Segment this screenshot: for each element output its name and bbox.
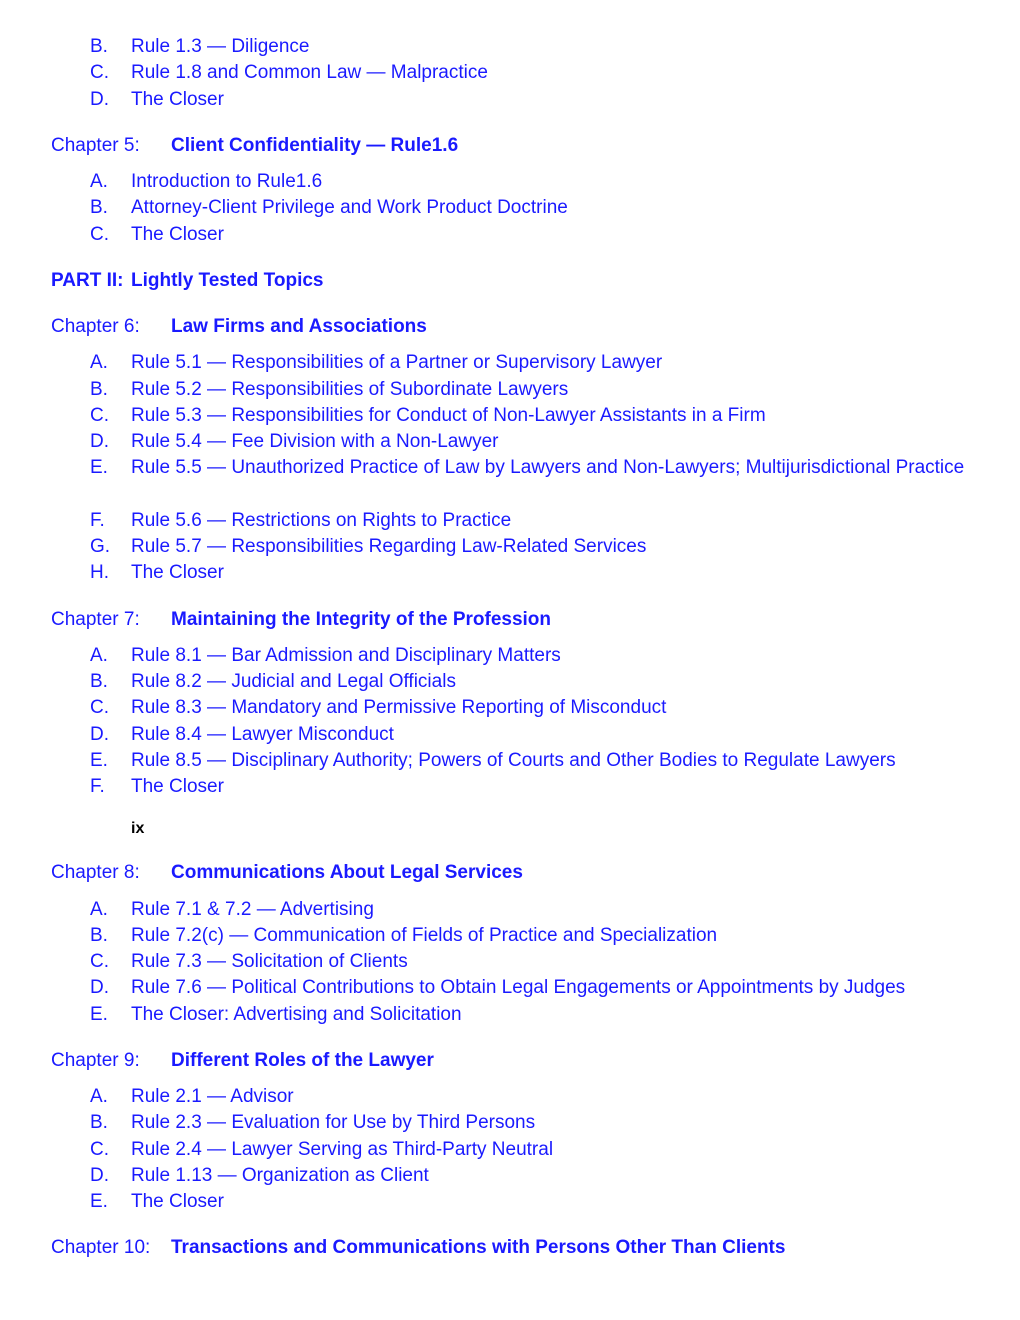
item-link[interactable]: Rule 5.4 — Fee Division with a Non-Lawyer <box>131 431 499 452</box>
item-letter: B. <box>90 197 108 218</box>
item-letter: D. <box>90 724 109 745</box>
item-letter: B. <box>90 379 108 400</box>
item-letter: A. <box>90 899 108 920</box>
item-letter: A. <box>90 352 108 373</box>
item-letter: A. <box>90 1086 108 1107</box>
chapter-label[interactable]: Chapter 6: <box>51 316 140 337</box>
item-letter: C. <box>90 405 109 426</box>
item-link[interactable]: Rule 8.2 — Judicial and Legal Officials <box>131 671 456 692</box>
item-link[interactable]: The Closer <box>131 1191 224 1212</box>
item-letter: A. <box>90 645 108 666</box>
item-link[interactable]: Rule 5.5 — Unauthorized Practice of Law by Lawyers and Non-Lawyers; Multijurisdictional Practice <box>131 457 965 478</box>
chapter-label[interactable]: Chapter 5: <box>51 135 140 156</box>
item-letter: E. <box>90 1004 108 1025</box>
item-letter: E. <box>90 457 108 478</box>
item-letter: F. <box>90 776 105 797</box>
chapter-label[interactable]: Chapter 10: <box>51 1237 151 1258</box>
item-letter: B. <box>90 671 108 692</box>
item-link[interactable]: Attorney-Client Privilege and Work Product Doctrine <box>131 197 568 218</box>
item-link[interactable]: The Closer <box>131 562 224 583</box>
item-link[interactable]: Introduction to Rule1.6 <box>131 171 323 192</box>
item-link[interactable]: The Closer <box>131 776 224 797</box>
item-link[interactable]: Rule 5.6 — Restrictions on Rights to Practice <box>131 510 512 531</box>
item-letter: H. <box>90 562 109 583</box>
item-letter: C. <box>90 224 109 245</box>
part-label[interactable]: PART II: <box>51 270 124 291</box>
item-link[interactable]: Rule 5.3 — Responsibilities for Conduct of Non-Lawyer Assistants in a Firm <box>131 405 766 426</box>
chapter-title[interactable]: Client Confidentiality — Rule1.6 <box>171 135 459 156</box>
item-link[interactable]: Rule 7.3 — Solicitation of Clients <box>131 951 408 972</box>
item-link[interactable]: The Closer <box>131 89 224 110</box>
item-letter: C. <box>90 62 109 83</box>
item-link[interactable]: Rule 7.6 — Political Contributions to Obtain Legal Engagements or Appointments by Judges <box>131 977 906 998</box>
item-link[interactable]: Rule 1.8 and Common Law — Malpractice <box>131 62 488 83</box>
item-link[interactable]: Rule 8.1 — Bar Admission and Disciplinary Matters <box>131 645 561 666</box>
item-link[interactable]: Rule 2.4 — Lawyer Serving as Third-Party Neutral <box>131 1139 554 1160</box>
item-letter: F. <box>90 510 105 531</box>
item-link[interactable]: Rule 1.13 — Organization as Client <box>131 1165 429 1186</box>
part-title[interactable]: Lightly Tested Topics <box>131 270 324 291</box>
chapter-label[interactable]: Chapter 7: <box>51 609 140 630</box>
chapter-title[interactable]: Law Firms and Associations <box>171 316 427 337</box>
item-letter: E. <box>90 1191 108 1212</box>
item-link[interactable]: Rule 7.1 & 7.2 — Advertising <box>131 899 374 920</box>
item-letter: B. <box>90 925 108 946</box>
chapter-title[interactable]: Communications About Legal Services <box>171 862 523 883</box>
chapter-label[interactable]: Chapter 9: <box>51 1050 140 1071</box>
item-letter: D. <box>90 977 109 998</box>
item-letter: E. <box>90 750 108 771</box>
item-link[interactable]: Rule 5.7 — Responsibilities Regarding Law-Related Services <box>131 536 647 557</box>
chapter-title[interactable]: Transactions and Communications with Persons Other Than Clients <box>171 1237 786 1258</box>
item-link[interactable]: Rule 1.3 — Diligence <box>131 36 310 57</box>
item-letter: D. <box>90 431 109 452</box>
item-link[interactable]: Rule 8.5 — Disciplinary Authority; Powers of Courts and Other Bodies to Regulate Lawyers <box>131 750 896 771</box>
chapter-title[interactable]: Maintaining the Integrity of the Profession <box>171 609 552 630</box>
chapter-label[interactable]: Chapter 8: <box>51 862 140 883</box>
item-link[interactable]: Rule 2.3 — Evaluation for Use by Third Persons <box>131 1112 536 1133</box>
item-link[interactable]: Rule 7.2(c) — Communication of Fields of Practice and Specialization <box>131 925 718 946</box>
item-letter: B. <box>90 36 108 57</box>
item-link[interactable]: Rule 8.3 — Mandatory and Permissive Reporting of Misconduct <box>131 697 667 718</box>
item-letter: G. <box>90 536 111 557</box>
item-letter: B. <box>90 1112 108 1133</box>
chapter-title[interactable]: Different Roles of the Lawyer <box>171 1050 434 1071</box>
item-link[interactable]: Rule 5.2 — Responsibilities of Subordinate Lawyers <box>131 379 569 400</box>
item-letter: C. <box>90 951 109 972</box>
item-letter: C. <box>90 1139 109 1160</box>
item-link[interactable]: The Closer <box>131 224 224 245</box>
item-link[interactable]: Rule 2.1 — Advisor <box>131 1086 294 1107</box>
item-letter: C. <box>90 697 109 718</box>
item-letter: D. <box>90 89 109 110</box>
item-letter: D. <box>90 1165 109 1186</box>
item-letter: A. <box>90 171 108 192</box>
page-number: ix <box>131 820 145 837</box>
item-link[interactable]: Rule 5.1 — Responsibilities of a Partner or Supervisory Lawyer <box>131 352 663 373</box>
item-link[interactable]: Rule 8.4 — Lawyer Misconduct <box>131 724 394 745</box>
item-link[interactable]: The Closer: Advertising and Solicitation <box>131 1004 462 1025</box>
